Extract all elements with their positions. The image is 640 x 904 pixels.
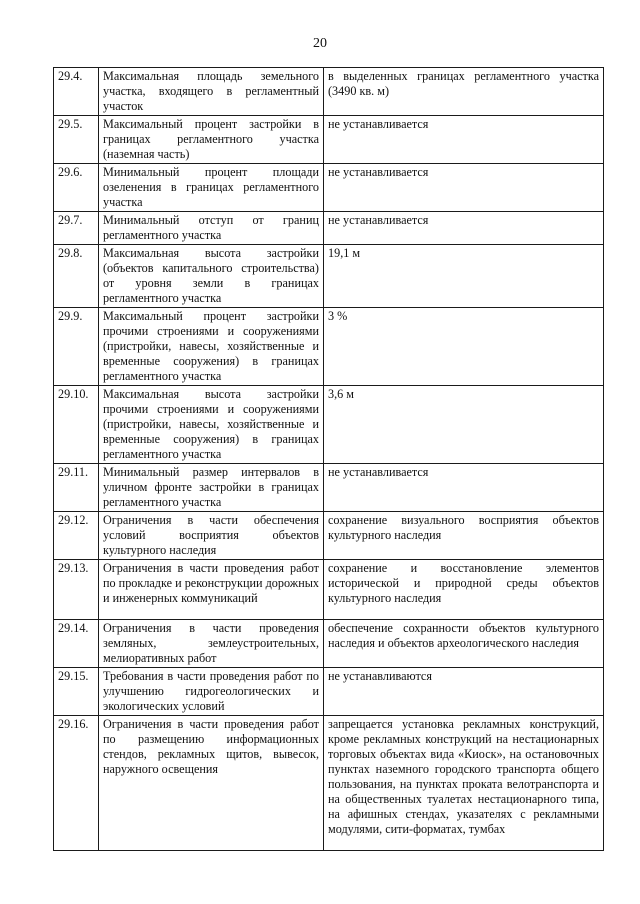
parameter-value: обеспечение сохранности объектов культурного наследия и объектов археологического наследия bbox=[324, 620, 604, 668]
table-row bbox=[54, 620, 604, 668]
row-number: 29.10. bbox=[54, 386, 99, 464]
row-number: 29.16. bbox=[54, 716, 99, 851]
parameter-name: Максимальный процент застройки в границах регламентного участка (наземная часть) bbox=[99, 116, 324, 164]
parameter-value: сохранение и восстановление элементов исторической и природной среды объектов культурного наследия bbox=[324, 560, 604, 620]
parameter-value: сохранение визуального восприятия объектов культурного наследия bbox=[324, 512, 604, 560]
parameter-name: Максимальная площадь земельного участка, входящего в регламентный участок bbox=[99, 68, 324, 116]
row-number: 29.5. bbox=[54, 116, 99, 164]
row-number: 29.12. bbox=[54, 512, 99, 560]
parameter-value: не устанавливается bbox=[324, 164, 604, 212]
table-row bbox=[54, 464, 604, 512]
table-row bbox=[54, 308, 604, 386]
parameter-value: запрещается установка рекламных конструкций, кроме рекламных конструкций на нестационарных торговых объектах вида «Киоск», на остановочных пунктах наземного городского транспорта общего пользования, на пунктах проката велотранспорта и на общественных туалетах нестационарного типа, на афишных стендах, указателях с рекламными модулями, сити-форматах, тумбах bbox=[324, 716, 604, 851]
row-number: 29.8. bbox=[54, 245, 99, 308]
table-row bbox=[54, 212, 604, 245]
parameter-name: Максимальная высота застройки (объектов капитального строительства) от уровня земли в границах регламентного участка bbox=[99, 245, 324, 308]
page-number: 20 bbox=[313, 36, 327, 51]
row-number: 29.7. bbox=[54, 212, 99, 245]
table-row bbox=[54, 116, 604, 164]
table-row bbox=[54, 560, 604, 620]
table-row bbox=[54, 716, 604, 851]
row-number: 29.13. bbox=[54, 560, 99, 620]
table-row bbox=[54, 68, 604, 116]
row-number: 29.4. bbox=[54, 68, 99, 116]
parameter-value: 19,1 м bbox=[324, 245, 604, 308]
parameter-value: не устанавливается bbox=[324, 464, 604, 512]
table-row bbox=[54, 164, 604, 212]
parameter-name: Требования в части проведения работ по улучшению гидрогеологических и экологических условий bbox=[99, 668, 324, 716]
parameter-name: Максимальный процент застройки прочими строениями и сооружениями (пристройки, навесы, хозяйственные и временные сооружения) в границах регламентного участка bbox=[99, 308, 324, 386]
parameter-value: не устанавливается bbox=[324, 116, 604, 164]
parameter-name: Максимальная высота застройки прочими строениями и сооружениями (пристройки, навесы, хозяйственные и временные сооружения) в границах регламентного участка bbox=[99, 386, 324, 464]
table-row bbox=[54, 245, 604, 308]
parameter-name: Ограничения в части проведения работ по размещению информационных стендов, рекламных щитов, вывесок, наружного освещения bbox=[99, 716, 324, 851]
regulations-table bbox=[53, 67, 604, 851]
table-row bbox=[54, 512, 604, 560]
row-number: 29.9. bbox=[54, 308, 99, 386]
parameter-value: не устанавливаются bbox=[324, 668, 604, 716]
parameter-value: не устанавливается bbox=[324, 212, 604, 245]
parameter-name: Минимальный процент площади озеленения в границах регламентного участка bbox=[99, 164, 324, 212]
row-number: 29.15. bbox=[54, 668, 99, 716]
parameter-name: Минимальный размер интервалов в уличном фронте застройки в границах регламентного участка bbox=[99, 464, 324, 512]
row-number: 29.14. bbox=[54, 620, 99, 668]
row-number: 29.6. bbox=[54, 164, 99, 212]
parameter-value: в выделенных границах регламентного участка (3490 кв. м) bbox=[324, 68, 604, 116]
row-number: 29.11. bbox=[54, 464, 99, 512]
table-row bbox=[54, 386, 604, 464]
parameter-value: 3,6 м bbox=[324, 386, 604, 464]
parameter-name: Ограничения в части проведения земляных, землеустроительных, мелиоративных работ bbox=[99, 620, 324, 668]
parameter-name: Ограничения в части обеспечения условий восприятия объектов культурного наследия bbox=[99, 512, 324, 560]
parameter-name: Минимальный отступ от границ регламентного участка bbox=[99, 212, 324, 245]
table-row bbox=[54, 668, 604, 716]
parameter-name: Ограничения в части проведения работ по прокладке и реконструкции дорожных и инженерных коммуникаций bbox=[99, 560, 324, 620]
parameter-value: 3 % bbox=[324, 308, 604, 386]
